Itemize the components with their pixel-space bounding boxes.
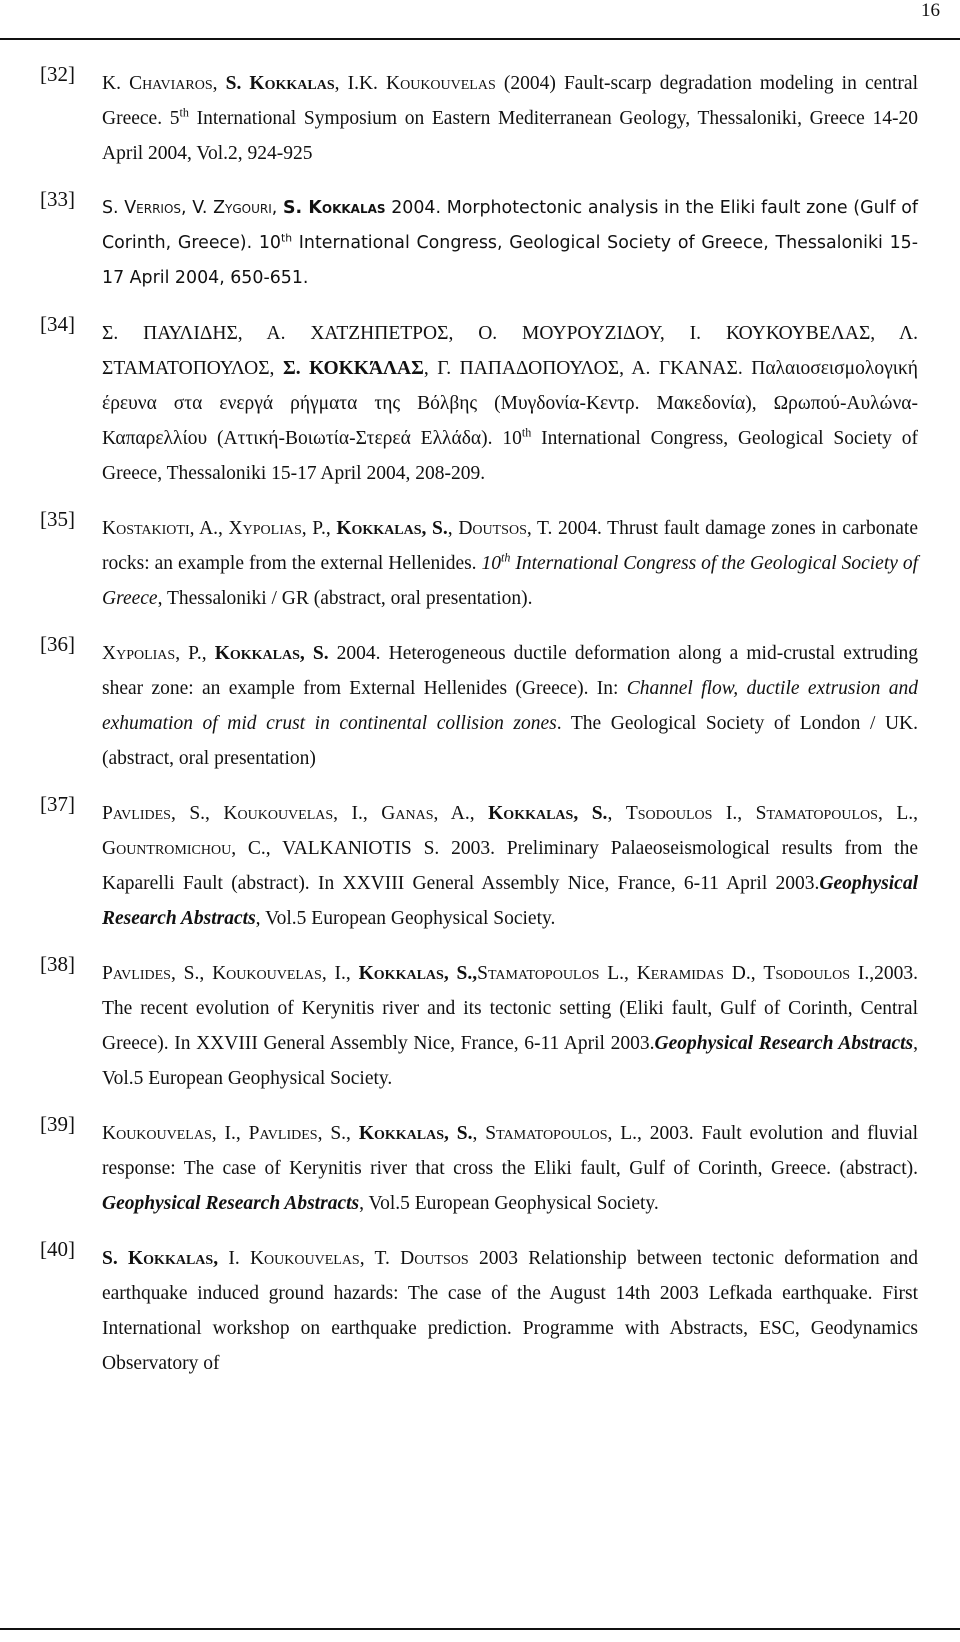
text-run: , Vol.5 European Geophysical Society. (255, 908, 556, 929)
text-run: , Thessaloniki / GR (abstract, oral presentation). (157, 588, 533, 609)
author-name: Stamatopoulos (485, 1123, 608, 1144)
text-run: Geophysical Research Abstracts (102, 873, 918, 929)
header-rule (0, 38, 960, 40)
text-run: , P., (175, 643, 215, 664)
text-run: , I.K. (334, 73, 387, 94)
reference-text (102, 796, 918, 936)
text-run: Channel flow, ductile extrusion and exhumation of mid crust in continental collision zones (102, 678, 918, 734)
author-name: Stamatopoulos (477, 963, 600, 984)
text-run: , I., (211, 1123, 249, 1144)
text-run: , P., (301, 518, 337, 539)
text-run: , S., (317, 1123, 359, 1144)
reference-entry (40, 632, 919, 776)
text-run: , (212, 73, 226, 94)
reference-entry (40, 1237, 918, 1381)
page-number: 16 (921, 0, 940, 21)
author-name: Tsodoulos (625, 803, 713, 824)
footer-rule (0, 1628, 960, 1630)
text-run: , I., (321, 963, 359, 984)
text-run: Σ. ΠΑΥΛΙΔΗΣ, Α. ΧΑΤΖΗΠΕΤΡΟΣ, Ο. ΜΟΥΡΟΥΖΙΔΟΥ, Ι. ΚΟΥΚΟΥΒΕΛΑΣ, Λ. ΣΤΑΜΑΤΟΠΟΥΛΟΣ, (102, 323, 918, 379)
text-run: , Vol.5 European Geophysical Society. (102, 1033, 918, 1089)
text-run: S. (283, 198, 309, 218)
reference-text (102, 316, 918, 491)
text-run: , L., 2003. Fault evolution and fluvial response: The case of Kerynitis river that cross the Eliki fault, Gulf of Corinth, Greece. (abstract). (102, 1123, 919, 1179)
reference-entry (40, 507, 919, 616)
author-name: Pavlides (102, 803, 171, 824)
text-run: Σ. ΚΟΚΚΆΛΑΣ (282, 358, 424, 379)
text-run: I., (712, 803, 756, 824)
reference-number: [34] (40, 312, 75, 336)
author-name: Zygouri (213, 198, 272, 218)
author-name: Koukouvelas (249, 1248, 360, 1269)
text-run: , (472, 1123, 486, 1144)
text-run: I.,2003. The recent evolution of Kerynitis river and its tectonic setting (Eliki fault, Gulf of Corinth, Central Greece). In XXVIII General Assembly Nice, France, 6-11 April 2003. (102, 963, 918, 1054)
author-name: Kostakioti (102, 518, 190, 539)
author-name: Chaviaros (129, 73, 213, 94)
text-run: Geophysical Research Abstracts (102, 1193, 360, 1214)
reference-number: [36] (40, 632, 75, 656)
reference-number: [37] (40, 792, 75, 816)
text-run: International Symposium on Eastern Mediterranean Geology, Thessaloniki, Greece 14-20 April 2004, Vol.2, 924-925 (102, 108, 918, 164)
reference-entry (40, 62, 918, 171)
superscript: th (281, 231, 293, 245)
reference-entry (40, 312, 918, 491)
text-run: 2004. Morphotectonic analysis in the Eliki fault zone (Gulf of Corinth, Greece). 10 (102, 198, 919, 253)
reference-number: [35] (40, 507, 75, 531)
author-name: Koukouvelas (102, 1123, 212, 1144)
author-name: Koukouvelas (386, 73, 496, 94)
text-run: (2004) Fault-scarp degradation modeling in central Greece. 5 (102, 73, 918, 129)
text-run: , I., (333, 803, 382, 824)
author-name: Xypolias (102, 643, 176, 664)
text-run: , S. (421, 518, 448, 539)
text-run: , T. 2004. Thrust fault damage zones in carbonate rocks: an example from the external Hellenides. (102, 518, 919, 574)
reference-text (102, 636, 918, 776)
author-name: Kokkalas (358, 963, 444, 984)
reference-number: [32] (40, 62, 75, 86)
text-run: D., (723, 963, 764, 984)
author-name: Kokkalas (358, 1123, 444, 1144)
reference-text (102, 1116, 918, 1221)
text-run: , (447, 518, 459, 539)
text-run: 2003 Relationship between tectonic deformation and earthquake induced ground hazards: The case of the August 14th 2003 Lefkada earthquake. First International workshop on earthquake prediction. Programme with Abstracts, ESC, Geodynamics Observatory of (102, 1248, 918, 1374)
author-name: Pavlides (102, 963, 171, 984)
author-name: Stamatopoulos (755, 803, 878, 824)
reference-text (102, 1241, 918, 1381)
text-run: , L., (877, 803, 918, 824)
text-run: K. (102, 73, 130, 94)
author-name: Kokkalas (128, 1248, 214, 1269)
text-run: Geophysical Research Abstracts (654, 1033, 914, 1054)
text-run: S. (102, 198, 125, 218)
text-run: , S. (573, 803, 608, 824)
author-name: Kokkalas (308, 198, 386, 218)
text-run: , A., (189, 518, 229, 539)
reference-entry (40, 952, 918, 1096)
text-run: , Vol.5 European Geophysical Society. (359, 1193, 659, 1214)
author-name: Kokkalas (336, 518, 422, 539)
reference-text (102, 511, 918, 616)
text-run: , S., (170, 803, 224, 824)
author-name: Gountromichou (102, 838, 232, 859)
text-run: , S. (299, 643, 329, 664)
reference-text (102, 66, 918, 171)
text-run: , (213, 1248, 219, 1269)
reference-text (102, 956, 918, 1096)
author-name: Kokkalas (488, 803, 574, 824)
text-run: 10 (481, 553, 502, 574)
reference-entry (40, 792, 918, 936)
reference-number: [40] (40, 1237, 75, 1261)
text-run: , S., (443, 963, 478, 984)
author-name: Koukouvelas (212, 963, 322, 984)
text-run: I. (218, 1248, 250, 1269)
text-run: L., (599, 963, 637, 984)
author-name: Doutsos (458, 518, 527, 539)
author-name: Keramidas (636, 963, 724, 984)
reference-number: [38] (40, 952, 75, 976)
text-run: , Γ. ΠΑΠΑΔΟΠΟΥΛΟΣ, Α. ΓΚΑΝΑΣ. Παλαιοσεισμολογική έρευνα στα ενεργά ρήγματα της Βόλβης (Μυγδονία-Κεντρ. Μακεδονία), Ωρωπού-Αυλώνα-Καπαρελλίου (Αττική-Βοιωτία-Στερεά Ελλάδα). 10 (102, 358, 918, 449)
reference-entry (40, 1112, 919, 1221)
text-run: , S. (444, 1123, 473, 1144)
text-run: , V. (181, 198, 214, 218)
text-run: S. (102, 1248, 128, 1269)
text-run: S. (225, 73, 250, 94)
author-name: Ganas (381, 803, 434, 824)
text-run: . The Geological Society of London / UK. (abstract, oral presentation) (102, 713, 919, 769)
reference-list (40, 62, 919, 1401)
text-run: International Congress of the Geological Society of Greece (102, 553, 918, 609)
superscript: th (179, 105, 189, 120)
text-run: , T. (359, 1248, 401, 1269)
text-run: , C., VALKANIOTIS S. 2003. Preliminary Palaeoseismological results from the Kaparelli Fault (abstract). In XXVIII General Assembly Nice, France, 6-11 April 2003. (102, 838, 918, 894)
text-run: , A., (433, 803, 489, 824)
superscript: th (521, 425, 532, 440)
author-name: Verrios (124, 198, 182, 218)
text-run: , S., (170, 963, 213, 984)
superscript: th (501, 550, 511, 565)
author-name: Doutsos (400, 1248, 469, 1269)
reference-number: [33] (40, 187, 75, 211)
text-run: International Congress, Geological Society of Greece, Thessaloniki 15-17 April 2004, 208-209. (102, 428, 918, 484)
text-run: , (271, 198, 284, 218)
text-run: 2004. Heterogeneous ductile deformation along a mid-crustal extruding shear zone: an example from External Hellenides (Greece). In: (102, 643, 918, 699)
author-name: Pavlides (248, 1123, 318, 1144)
author-name: Xypolias (228, 518, 302, 539)
author-name: Koukouvelas (223, 803, 334, 824)
reference-number: [39] (40, 1112, 75, 1136)
reference-entry (40, 187, 919, 296)
author-name: Kokkalas (249, 73, 335, 94)
reference-text (102, 191, 918, 296)
text-run: International Congress, Geological Society of Greece, Thessaloniki 15-17 April 2004, 650-651. (102, 233, 918, 288)
author-name: Tsodoulos (763, 963, 851, 984)
text-run: , (607, 803, 626, 824)
author-name: Kokkalas (214, 643, 300, 664)
